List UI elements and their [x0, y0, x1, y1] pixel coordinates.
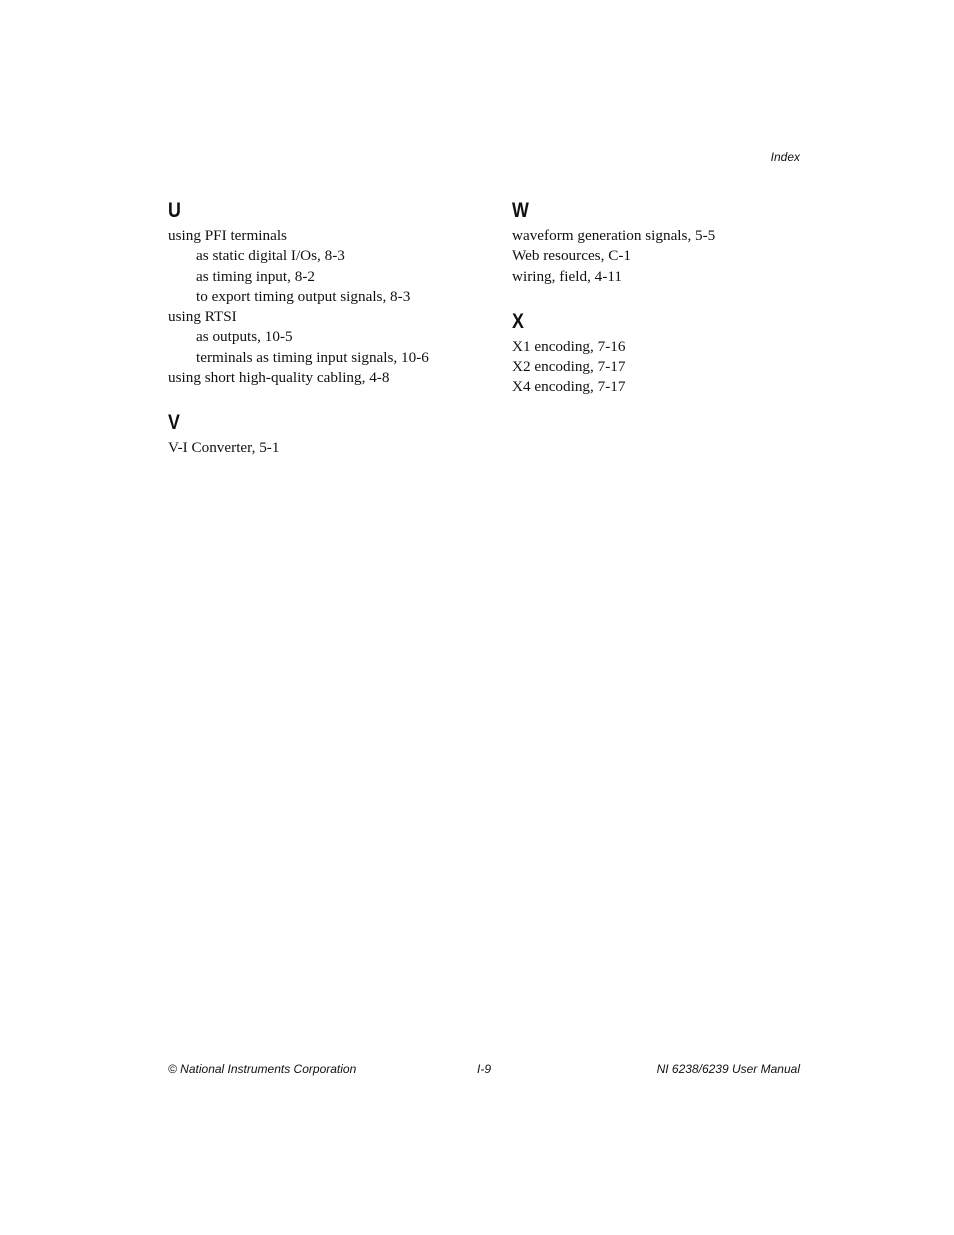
section-letter: V — [168, 411, 180, 435]
index-entry: X4 encoding, 7-17 — [512, 378, 626, 396]
index-entry: using RTSI — [168, 308, 237, 326]
index-section-x — [512, 309, 842, 398]
index-subentry: to export timing output signals, 8-3 — [196, 287, 411, 305]
footer-copyright: © National Instruments Corporation — [168, 1062, 357, 1076]
footer-page-number: I-9 — [477, 1062, 492, 1076]
index-subentry: terminals as timing input signals, 10-6 — [196, 348, 429, 366]
section-letter: W — [512, 199, 529, 222]
index-entry: Web resources, C-1 — [512, 247, 631, 265]
index-column-left — [168, 198, 498, 481]
index-subentry: as outputs, 10-5 — [196, 328, 293, 346]
index-subentry: as static digital I/Os, 8-3 — [196, 247, 345, 265]
running-header-title: Index — [770, 150, 800, 164]
index-section-u — [168, 198, 498, 388]
section-letter: U — [168, 199, 181, 222]
index-column-right — [512, 198, 842, 420]
index-entry: using short high-quality cabling, 4-8 — [168, 369, 390, 387]
section-letter: X — [512, 309, 524, 333]
index-entry: wiring, field, 4-11 — [512, 267, 622, 285]
index-subentry: as timing input, 8-2 — [196, 267, 315, 285]
footer-manual-title: NI 6238/6239 User Manual — [656, 1062, 800, 1076]
index-entry: V-I Converter, 5-1 — [168, 439, 280, 457]
index-section-w — [512, 198, 842, 287]
index-entry: X1 encoding, 7-16 — [512, 337, 626, 355]
index-entry: X2 encoding, 7-17 — [512, 358, 626, 376]
index-section-v — [168, 410, 498, 458]
index-entry: waveform generation signals, 5-5 — [512, 227, 716, 244]
index-entry: using PFI terminals — [168, 227, 287, 244]
